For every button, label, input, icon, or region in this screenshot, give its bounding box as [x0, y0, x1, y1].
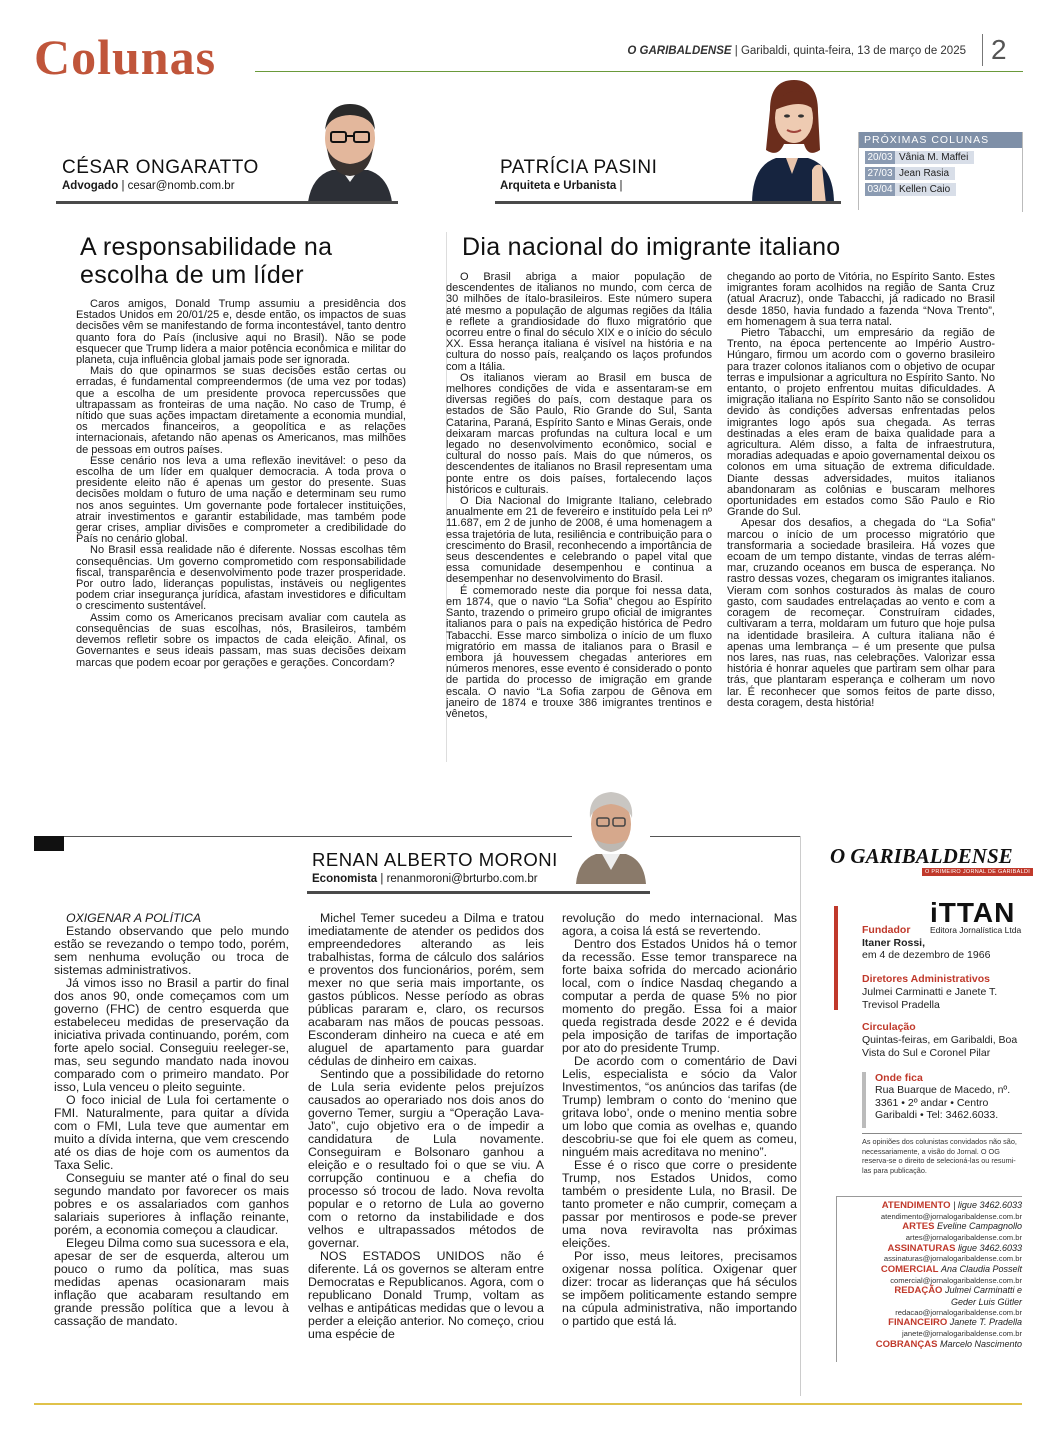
- moroni-role-line: Economista | renanmoroni@brturbo.com.br: [312, 873, 538, 885]
- article-paragraph: De acordo com o comentário de Davi Lelis, especialista e sócio da Valor Investimentos, “os anúncios das tarifas (de Trump) lembram o conto do ‘menino que gritava lobo’, onde o menino mentia sobre um lobo que comia as ovelhas e, quando descobriu-se que foi ele quem as comeu, ninguém mais acreditava no menino”.: [562, 1054, 797, 1159]
- contact-email[interactable]: atendimento@jornalogaribaldense.com.br: [880, 1211, 1022, 1221]
- article-paragraph: O Brasil abriga a maior população de descendentes de italianos no mundo, com cerca de 30 milhões de ítalo-brasileiros. Este número supera até mesmo a população de algumas regiões da Itália e reflete a grandiosidade do fluxo migratório que ocorreu entre o final do século XIX e o início do século XX. Essa herança italiana é visível na história e na cultura do nosso país, realçando os laços profundos com a Itália.: [446, 272, 712, 373]
- contact-assinaturas: ASSINATURAS ligue 3462.6033: [887, 1242, 1022, 1254]
- founder-name: Itaner Rossi,: [862, 937, 926, 949]
- pasini-photo: [742, 74, 842, 204]
- upcoming-name: Jean Rasia: [895, 167, 955, 180]
- moroni-byline-rule: [307, 891, 650, 894]
- contact-redacao: REDAÇÃO Julmei Carminatti e: [894, 1285, 1022, 1297]
- contact-email[interactable]: assinaturas@jornalogaribaldense.com.br: [883, 1254, 1022, 1264]
- newspaper-logo: O GARIBALDENSE: [830, 844, 1013, 868]
- masthead-brand: O GARIBALDENSE: [627, 45, 732, 57]
- moroni-top-rule: [34, 836, 800, 837]
- opinion-disclaimer: As opiniões dos colunistas convidados não são, necessariamente, a visão do Jornal. O OG reserva-se o direito de selecioná-las ou resumi-las para publicação.: [862, 1133, 1022, 1175]
- upcoming-name: Kellen Caio: [895, 183, 956, 196]
- contact-email[interactable]: janete@jornalogaribaldense.com.br: [902, 1329, 1022, 1339]
- directors-heading: Diretores Administrativos: [862, 973, 990, 985]
- section-title: Colunas: [34, 29, 217, 85]
- moroni-role: Economista: [312, 873, 378, 885]
- article-paragraph: Assim como os Americanos precisam avaliar com cautela as consequências de suas escolhas, nós, Brasileiros, também devemos refletir sobre os impactos de cada eleição. Afinal, os Governantes e seus ideais passam, mas suas decisões deixam marcas que podem ecoar por gerações e gerações. Concordam?: [76, 611, 406, 669]
- article-paragraph: Mais do que opinarmos se suas decisões estão certas ou erradas, é fundamental compreendermos (de uma vez por todas) que a escolha de um presidente provoca repercussões que ultrapassam as fronteiras de uma nação. No caso de Trump, é nítido que suas ações impactam diretamente a economia mundial, os mercados financeiros, a geopolítica e as relações internacionais, afetando não apenas os Americanos, mas milhões de pessoas em outros países.: [76, 365, 406, 456]
- sidebar-accent-bar: [834, 906, 838, 1010]
- upcoming-date: 20/03: [865, 151, 895, 164]
- address-body: Rua Buarque de Macedo, nº. 3361 • 2º andar • Centro Garibaldi • Tel: 3462.6033.: [875, 1084, 1011, 1121]
- article-paragraph: Apesar dos desafios, a chegada do “La Sofia” marcou o início de um processo migratório que transformaria a sociedade brasileira. Há vozes que ecoam de um tempo distante, vindas de terras além-mar, cruzando oceanos em busca de esperança. No rastro dessas vozes, chegaram os imigrantes italianos. Vieram com sonhos costurados às malas de couro gasto, com saudades entrelaçadas ao vento e com a coragem de recomeçar. Construíram cidades, cultivaram a terra, moldaram um futuro que hoje pulsa na identidade brasileira. A cultura italiana não é apenas uma lembrança – é um presente que pulsa nos lares, nas ruas, nas celebrações. Valorizar essa história é honrar aqueles que partiram sem olhar para trás, que plantaram esperança e colheram um novo lar. É reconhecer que somos feitos de parte disso, desta coragem, desta história!: [727, 517, 995, 709]
- upcoming-date: 03/04: [865, 183, 895, 196]
- article-paragraph: O Dia Nacional do Imigrante Italiano, celebrado anualmente em 21 de fevereiro e instituído pela Lei nº 11.687, em 2 de junho de 2008, é uma homenagem a essa trajetória de luta, resiliência e contribuição para o crescimento do Brasil, reconhecendo a importância de seus descendentes e celebrando o papel vital que essa comunidade desempenhou e continua a desempenhar no desenvolvimento do Brasil.: [446, 495, 712, 586]
- pasini-article-col1: [446, 272, 712, 767]
- contact-email[interactable]: artes@jornalogaribaldense.com.br: [905, 1233, 1022, 1243]
- article-paragraph: Já vimos isso no Brasil a partir do final dos anos 90, onde começamos com um governo (FHC) de centro esquerda que estabeleceu medidas de preservação da iniciativa privada continuando, porém, com forte apelo social. Conseguiu reeleger-se, mas, seu segundo mandato nada inovou comparado com o primeiro mandato. Por isso, Lula venceu o pleito seguinte.: [54, 976, 289, 1094]
- contact-redacao-second: Geder Luis Gütler: [950, 1296, 1022, 1307]
- ongaratto-headline: A responsabilidade na escolha de um líder: [80, 233, 333, 289]
- article-paragraph: No Brasil essa realidade não é diferente. Nossas escolhas têm consequências. Um governo comprometido com responsabilidade fiscal, transparência e desenvolvimento pode trazer prosperidade. Por outro lado, lideranças populistas, instáveis ou negligentes podem criar insegurança jurídica, afastam investidores e dificultam o crescimento sustentável.: [76, 544, 406, 613]
- upcoming-columns-title: PRÓXIMAS COLUNAS: [859, 132, 1023, 148]
- moroni-photo: [572, 784, 650, 884]
- address-heading: Onde fica: [875, 1072, 923, 1084]
- address-box: [862, 1072, 1022, 1128]
- masthead-dateline: Garibaldi, quinta-feira, 13 de março de 2025: [740, 45, 966, 57]
- moroni-article-col3: [562, 912, 797, 1390]
- article-paragraph: Dentro dos Estados Unidos há o temor da recessão. Esse temor transparece na forte baixa sofrida do mercado acionário local, com o índice Nasdaq chegando a computar a perda de quase 5% no pior momento do pregão. Essa foi a maior queda registrada desde 2022 e é devida pela imposição de tarifas de importação por ato do presidente Trump.: [562, 937, 797, 1055]
- article-paragraph: revolução do medo internacional. Mas agora, a coisa lá está se revertendo.: [562, 912, 797, 938]
- article-paragraph: NOS ESTADOS UNIDOS não é diferente. Lá os governos se alteram entre Democratas e Republicanos. Agora, com o republicano Donald Trump, voltam as velhas e antipáticas medidas que o levou a perder a eleição anterior. No começo, criou uma espécie de: [308, 1249, 544, 1341]
- footer-rule: [34, 1403, 1022, 1405]
- page-number: 2: [982, 34, 1007, 66]
- contact-cobrancas: COBRANÇAS Marcelo Nascimento: [875, 1338, 1022, 1350]
- contact-email[interactable]: comercial@jornalogaribaldense.com.br: [890, 1275, 1022, 1285]
- article-kicker: OXIGENAR A POLÍTICA: [66, 912, 202, 925]
- upcoming-columns-box: [858, 132, 1023, 210]
- article-paragraph: Michel Temer sucedeu a Dilma e tratou imediatamente de atender os pedidos dos empreendedores alterando as leis trabalhistas, forma de cálculo dos salários e proventos dos funcionários, porém, sem mexer no que seria mais importante, os gastos públicos. Nesse período as obras públicas pararam e, claro, os recursos acabaram nas mãos de poucas pessoas. Esconderam dinheiro na cueca e até em aluguel de apartamento para guardar cédulas de dinheiro em caixas.: [308, 912, 544, 1068]
- contact-artes: ARTES Eveline Campagnollo: [902, 1221, 1022, 1233]
- contact-email[interactable]: redacao@jornalogaribaldense.com.br: [895, 1307, 1022, 1317]
- article-paragraph: chegando ao porto de Vitória, no Espírito Santo. Estes imigrantes foram acolhidos na região de Santa Cruz (atual Aracruz), onde Tabacchi, já radicado no Brasil desde 1850, havia fundado a fazenda “Nova Trento”, em homenagem à sua terra natal.: [727, 272, 995, 328]
- pasini-role: Arquiteta e Urbanista: [500, 180, 617, 192]
- contact-atendimento: ATENDIMENTO | ligue 3462.6033: [881, 1200, 1022, 1211]
- pasini-name: PATRÍCIA PASINI: [500, 157, 658, 178]
- pasini-role-line: Arquiteta e Urbanista |: [500, 180, 623, 192]
- article-paragraph: É comemorado neste dia porque foi nessa data, em 1874, que o navio “La Sofia” chegou ao Espírito Santo, trazendo o primeiro grupo oficial de imigrantes italianos para o país na expedição histórica de Pedro Tabacchi. Esse marco simboliza o início de um fluxo migratório em massa de italianos para o Brasil e embora já houvessem chegadas anteriores em números menores, esse evento é considerado o ponto de partida do processo de imigração em grande escala. O navio “La Sofia zarpou de Gênova em janeiro de 1874 e trouxe 386 imigrantes trentinos e vênetos,: [446, 584, 712, 720]
- ongaratto-byline-rule: [56, 201, 398, 204]
- moroni-name: RENAN ALBERTO MORONI: [312, 849, 558, 870]
- moroni-article-col2: [308, 912, 544, 1390]
- article-paragraph: Os italianos vieram ao Brasil em busca de melhores condições de vida e assentaram-se em diversas regiões do país, com destaque para os estados de São Paulo, Rio Grande do Sul, Santa Catarina, Paraná, Espírito Santo e Minas Gerais, onde deixaram marcas profundas na cultura local e um legado no desenvolvimento econômico, social e cultural do nosso país. Mais do que números, os descendentes de italianos no Brasil representam uma ponte entre os dois países, fortalecendo laços históricos e culturais.: [446, 371, 712, 496]
- masthead-line: [627, 45, 966, 57]
- founder-date: em 4 de dezembro de 1966: [862, 949, 991, 961]
- moroni-email[interactable]: renanmoroni@brturbo.com.br: [386, 873, 538, 885]
- contact-comercial: COMERCIAL Ana Claudia Posselt: [880, 1263, 1022, 1275]
- contacts-list: [836, 1196, 1022, 1362]
- upcoming-right-rule: [1022, 132, 1023, 212]
- ongaratto-photo: [300, 96, 400, 202]
- upcoming-item: [865, 151, 1023, 164]
- publisher-logo: iTTAN: [930, 897, 1016, 928]
- contact-financeiro: FINANCEIRO Janete T. Pradella: [888, 1317, 1022, 1329]
- article-paragraph: Elegeu Dilma como sua sucessora e ela, apesar de ser de esquerda, alterou um pouco o rumo da política, mas suas medidas apenas ocasionaram mais inflação que acabaram resultando em grande pressão política que a levou à cassação de mandato.: [54, 1236, 289, 1328]
- pasini-article-col2: [727, 272, 995, 767]
- ongaratto-role-line: Advogado | cesar@nomb.com.br: [62, 180, 235, 192]
- upcoming-date: 27/03: [865, 167, 895, 180]
- newspaper-slogan: O PRIMEIRO JORNAL DE GARIBALDI: [922, 868, 1033, 876]
- article-paragraph: Esse é o risco que corre o presidente Trump, nos Estados Unidos, como também o presidente Lula, no Brasil. De tanto prometer e não cumprir, começam a passar por mentirosos e pode-se prever uma nova reviravolta nas próximas eleições.: [562, 1158, 797, 1250]
- circulation-heading: Circulação: [862, 1021, 916, 1033]
- article-paragraph: Conseguiu se manter até o final do seu segundo mandato por favorecer os mais pobres e os assalariados com ganhos salariais superiores à inflação reinante, porém, a economia começou a claudicar.: [54, 1171, 289, 1237]
- article-paragraph: Por isso, meus leitores, precisamos oxigenar nossa política. Oxigenar quer dizer: trocar as lideranças que há séculos se impõem politicamente estando sempre na cúpula administrativa, não importando o partido que está lá.: [562, 1249, 797, 1328]
- pasini-byline-rule: [495, 201, 841, 204]
- ongaratto-role: Advogado: [62, 180, 119, 192]
- masthead-separator: |: [734, 45, 741, 57]
- directors-body: Julmei Carminatti e Janete T. Trevisol Pradella: [862, 986, 998, 1011]
- upcoming-item: [865, 183, 1023, 196]
- article-paragraph: Pietro Tabacchi, um empresário da região de Trento, na época pertencente ao Império Austro-Húngaro, firmou um acordo com o governo brasileiro para trazer colonos italianos com o objetivo de ocupar terras e impulsionar a agricultura no Espírito Santo. No entanto, o projeto enfrentou muitas dificuldades. A imigração italiana no Espírito Santo não se consolidou devido às condições adversas enfrentadas pelos imigrantes logo após sua chegada. As terras destinadas a eles eram de baixa qualidade para a agricultura. Além disso, a falta de infraestrutura, moradias adequadas e apoio governamental deixou os colonos em uma situação de extrema dificuldade. Diante dessas adversidades, muitos italianos abandonaram as colônias e buscaram melhores oportunidades em estados como São Paulo e Rio Grande do Sul.: [727, 327, 995, 519]
- section-marker: [34, 836, 64, 851]
- article-paragraph: Sentindo que a possibilidade do retorno de Lula seria evidente pelos prejuízos causados ao operariado nos dois anos do governo Temer, surgiu a “Operação Lava-Jato”, cujo objetivo era o de impedir a candidatura de Lula novamente. Conseguiram e Bolsonaro ganhou a eleição e o resultado foi o que se viu. A corrupção continuou e a chefia do processo só trocou de lado. Nova revolta popular e o retorno de Lula ao governo com o retorno da instabilidade e dos velhos e ultrapassados métodos de governar.: [308, 1067, 544, 1250]
- founder-heading: Fundador: [862, 924, 911, 936]
- article-paragraph: Esse cenário nos leva a uma reflexão inevitável: o peso da escolha de um líder em qualquer democracia. A toda prova o presidente eleito não é apenas um gestor do presente. Suas decisões moldam o futuro de uma nação e determinam seu rumo nos anos seguintes. Um governante pode fortalecer instituições, atrair investimentos e garantir estabilidade, mas também pode gerar crises, ampliar divisões e comprometer a credibilidade do País no cenário global.: [76, 454, 406, 546]
- article-paragraph: O foco inicial de Lula foi certamente o FMI. Naturalmente, para quitar a dívida com o FMI, Lula teve que aumentar em muito a dívida interna, que vem crescendo até os dias de hoje com os aumentos da Taxa Selic.: [54, 1093, 289, 1172]
- moroni-article-col1: [54, 912, 289, 1390]
- sidebar-divider: [800, 836, 801, 1396]
- ongaratto-article-body: [76, 299, 406, 769]
- article-paragraph: Caros amigos, Donald Trump assumiu a presidência dos Estados Unidos em 20/01/25 e, desde então, os impactos de suas decisões vêm se manifestando de forma incontestável, tanto dentro quanto fora do País (inclusive aqui no Brasil). Não se pode esquecer que Trump lidera a maior potência econômica e militar do planeta, cuja influência global jamais pode ser ignorada.: [76, 299, 406, 367]
- circulation-body: Quintas-feiras, em Garibaldi, Boa Vista do Sul e Coronel Pilar: [862, 1034, 1018, 1059]
- ongaratto-name: CÉSAR ONGARATTO: [62, 157, 259, 178]
- pasini-headline: Dia nacional do imigrante italiano: [462, 233, 841, 261]
- publisher-name: Editora Jornalística Ltda: [930, 925, 1022, 935]
- upcoming-item: [865, 167, 1023, 180]
- upcoming-name: Vânia M. Maffei: [895, 151, 974, 164]
- header-rule: [255, 71, 1023, 72]
- article-paragraph: Estando observando que pelo mundo estão se revezando o tempo todo, porém, sem nenhuma evolução ou troca de sistemas administrativos.: [54, 924, 289, 977]
- ongaratto-email[interactable]: cesar@nomb.com.br: [127, 180, 235, 192]
